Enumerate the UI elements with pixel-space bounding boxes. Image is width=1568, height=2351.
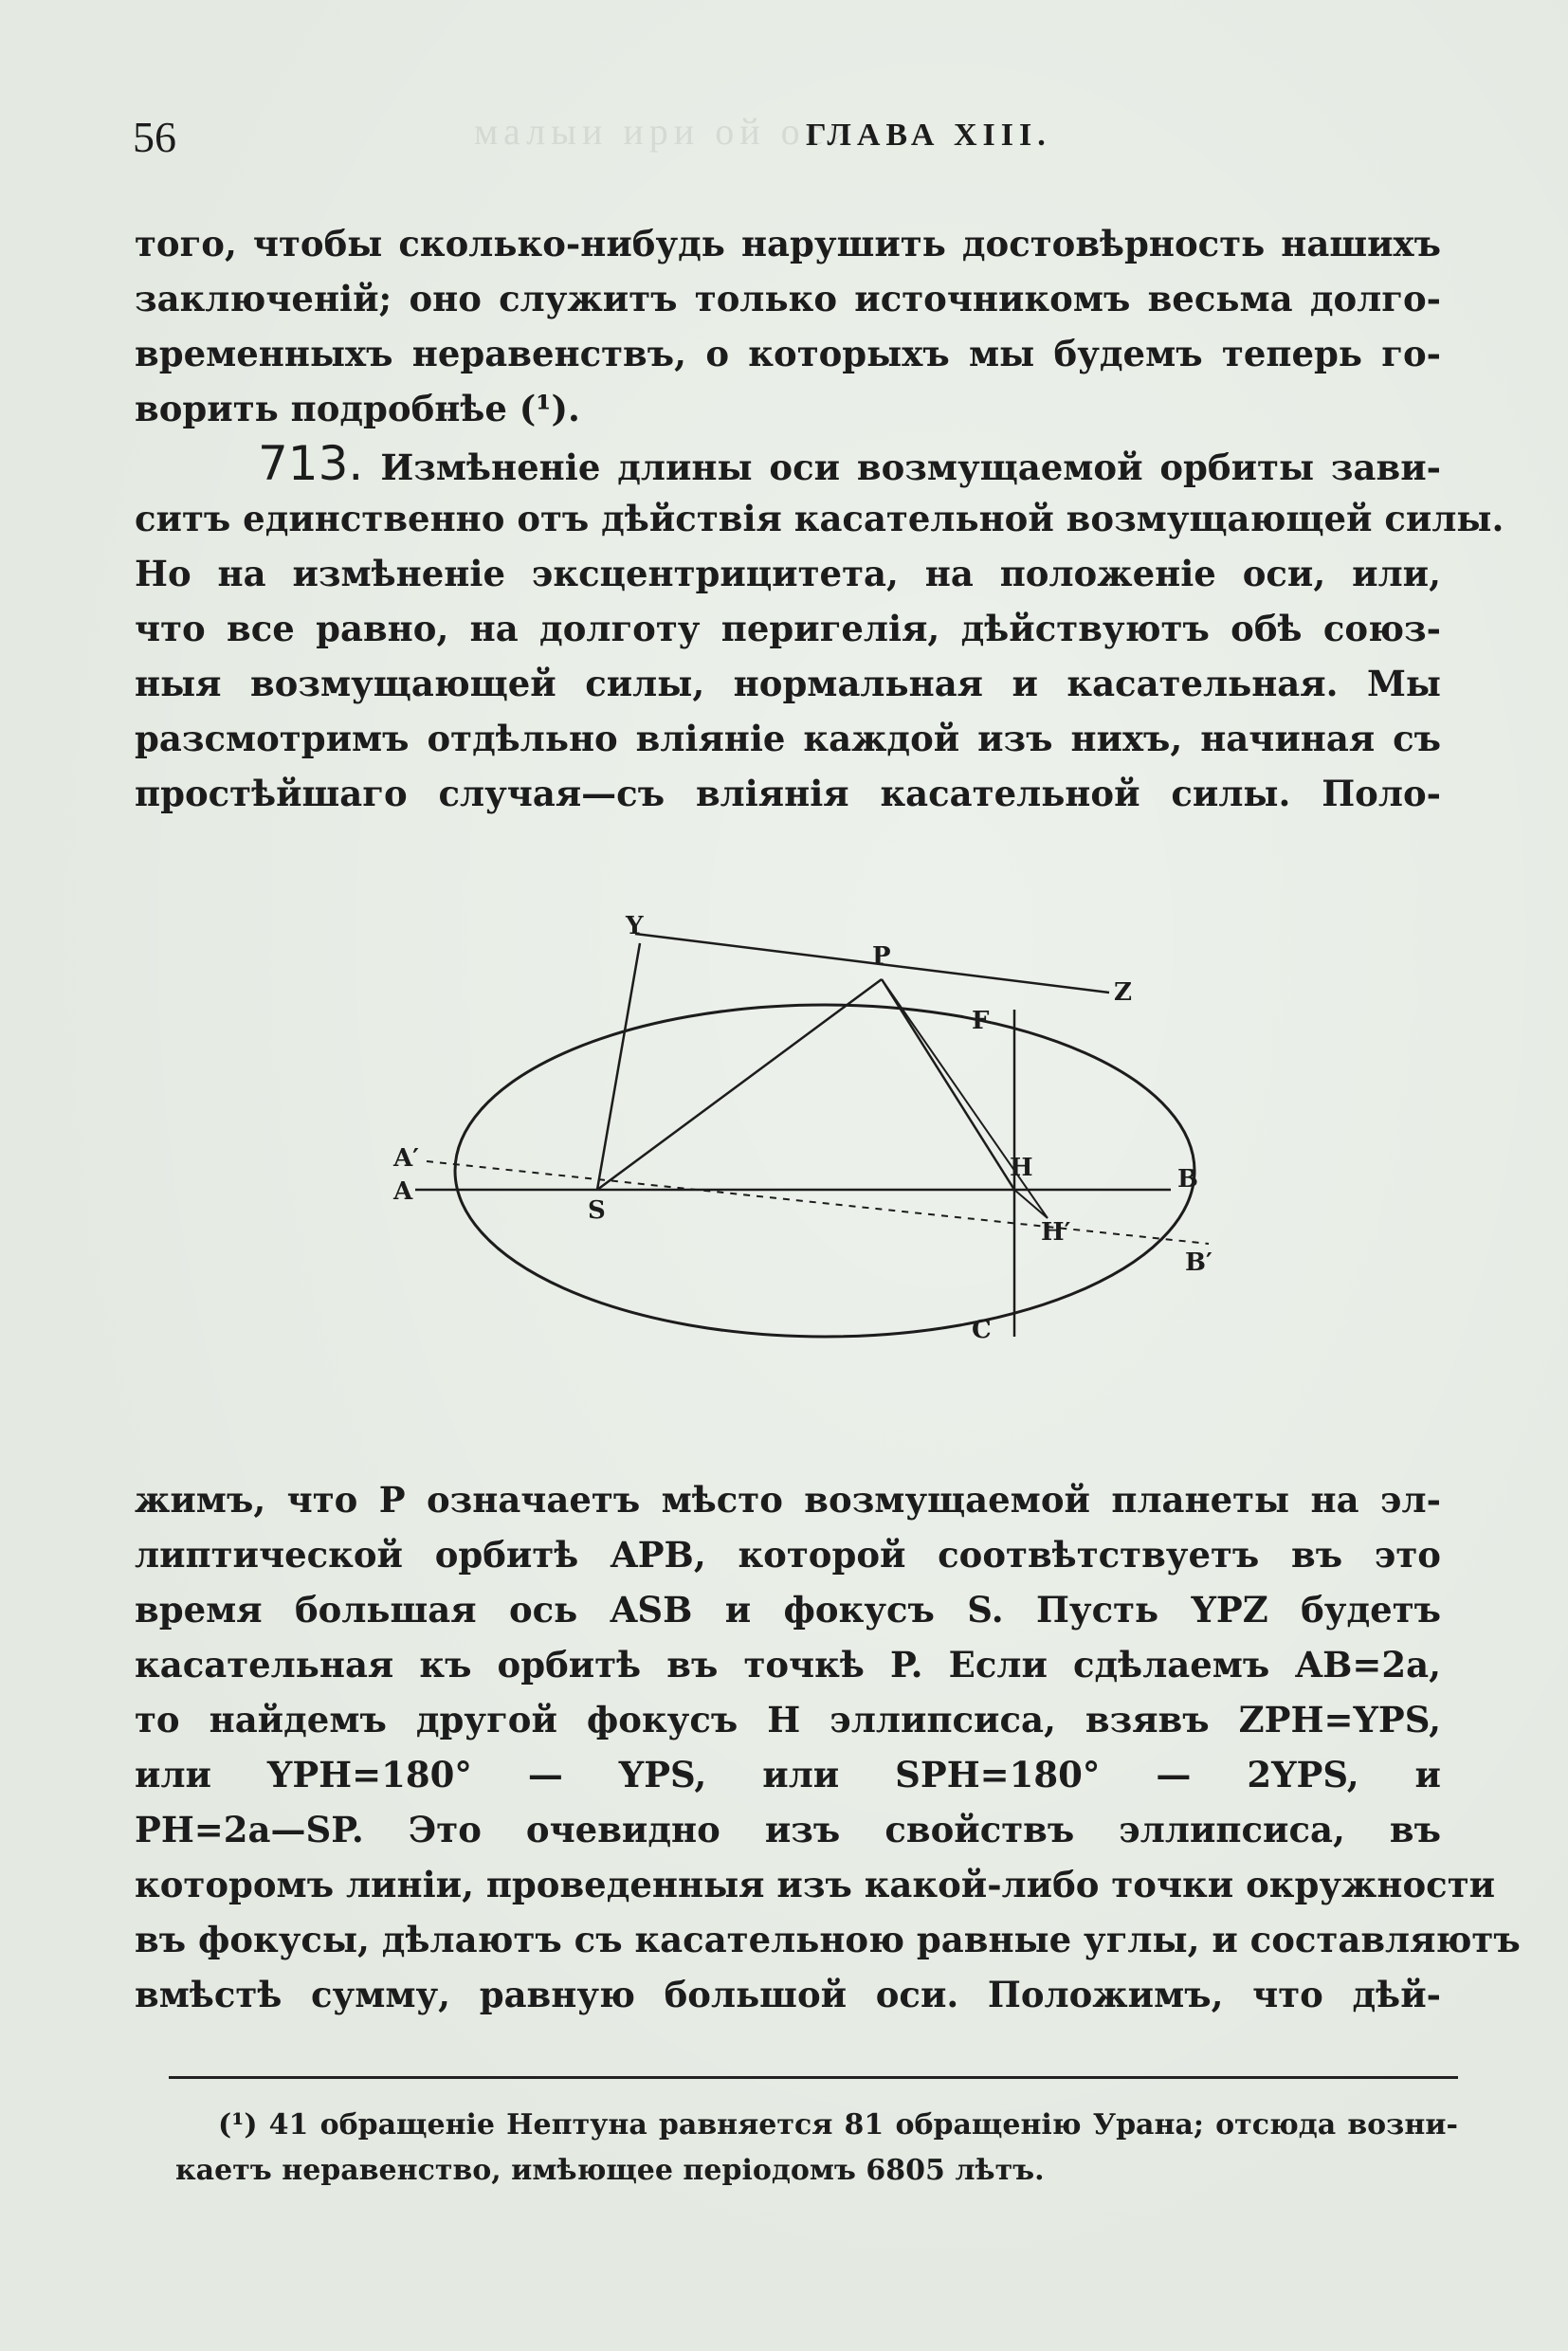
paragraph-continuation xyxy=(135,1472,1521,2022)
text-line: ныя возмущающей силы, нормальная и касательная. Мы xyxy=(135,663,1441,704)
text-line: простѣйшаго случая—съ вліянія касательной силы. Поло- xyxy=(135,773,1441,814)
label-a-prime: A′ xyxy=(393,1144,420,1173)
label-b-prime: B′ xyxy=(1185,1248,1212,1277)
footnote xyxy=(175,2103,1458,2194)
label-f: F xyxy=(972,1007,990,1035)
text-line: то найдемъ другой фокусъ H эллипсиса, взявъ ZPH=YPS, xyxy=(135,1699,1441,1740)
footnote-line: каетъ неравенство, имѣющее періодомъ 6805 лѣтъ. xyxy=(175,2154,1045,2187)
ellipse-orbit-diagram xyxy=(393,905,1270,1379)
line-p-hprime xyxy=(882,979,1048,1218)
line-s-p xyxy=(597,979,882,1190)
label-c: C xyxy=(972,1316,992,1344)
footnote-line: (¹) 41 обращеніе Нептуна равняется 81 обращенію Урана; отсюда возни- xyxy=(218,2108,1458,2141)
footnote-divider xyxy=(169,2076,1458,2079)
paragraph-713 xyxy=(135,436,1504,821)
label-p: P xyxy=(872,942,891,971)
text-line: касательная къ орбитѣ въ точкѣ P. Если сдѣлаемъ AB=2a, xyxy=(135,1644,1441,1686)
line-p-h xyxy=(882,979,1014,1190)
label-z: Z xyxy=(1114,978,1132,1007)
text-line: заключеній; оно служитъ только источникомъ весьма долго- xyxy=(135,278,1441,319)
text-line: ситъ единственно отъ дѣйствія касательной возмущающей силы. xyxy=(135,498,1504,539)
paragraph-intro xyxy=(135,216,1441,436)
label-h: H xyxy=(1010,1154,1033,1182)
text-line: PH=2a—SP. Это очевидно изъ свойствъ эллипсиса, въ xyxy=(135,1809,1441,1850)
text-line: которомъ линіи, проведенныя изъ какой-либо точки окружности xyxy=(135,1864,1496,1905)
text-line: въ фокусы, дѣлаютъ съ касательною равные углы, и составляютъ xyxy=(135,1919,1521,1960)
text-line: или YPH=180° — YPS, или SPH=180° — 2YPS, и xyxy=(135,1754,1441,1795)
label-s: S xyxy=(588,1196,606,1225)
text-line: вмѣстѣ сумму, равную большой оси. Положимъ, что дѣй- xyxy=(135,1974,1441,2015)
rotated-axis-line xyxy=(427,1161,1209,1244)
text-line: Измѣненіе длины оси возмущаемой орбиты зави- xyxy=(380,447,1441,488)
text-line: липтической орбитѣ APB, которой соотвѣтствуетъ въ это xyxy=(135,1534,1441,1576)
line-s-y xyxy=(597,943,640,1190)
text-line: разсмотримъ отдѣльно вліяніе каждой изъ нихъ, начиная съ xyxy=(135,718,1441,759)
text-line-with-section xyxy=(135,436,1441,491)
label-a: A xyxy=(393,1177,413,1206)
page-header xyxy=(133,112,1441,169)
text-line: что все равно, на долготу перигелія, дѣйствуютъ обѣ союз- xyxy=(135,608,1441,649)
bleed-through-text: малыи ири ой оси xyxy=(474,110,855,153)
text-line: время большая ось ASB и фокусъ S. Пусть YPZ будетъ xyxy=(135,1589,1441,1631)
text-line: временныхъ неравенствъ, о которыхъ мы будемъ теперь го- xyxy=(135,333,1441,374)
orbit-ellipse xyxy=(455,1005,1194,1337)
diagram-svg xyxy=(393,905,1270,1379)
label-h-prime: H′ xyxy=(1041,1218,1071,1247)
chapter-title: ГЛАВА XIII. xyxy=(806,118,1051,153)
label-y: Y xyxy=(626,912,644,940)
label-b: B xyxy=(1177,1165,1198,1194)
text-line: того, чтобы сколько-нибудь нарушить достовѣрность нашихъ xyxy=(135,223,1441,264)
text-line: ворить подробнѣе (¹). xyxy=(135,388,580,429)
text-line: жимъ, что P означаетъ мѣсто возмущаемой планеты на эл- xyxy=(135,1479,1441,1521)
page-number: 56 xyxy=(133,113,176,161)
text-line: Но на измѣненіе эксцентрицитета, на положеніе оси, или, xyxy=(135,553,1441,594)
section-number: 713. xyxy=(258,436,364,491)
